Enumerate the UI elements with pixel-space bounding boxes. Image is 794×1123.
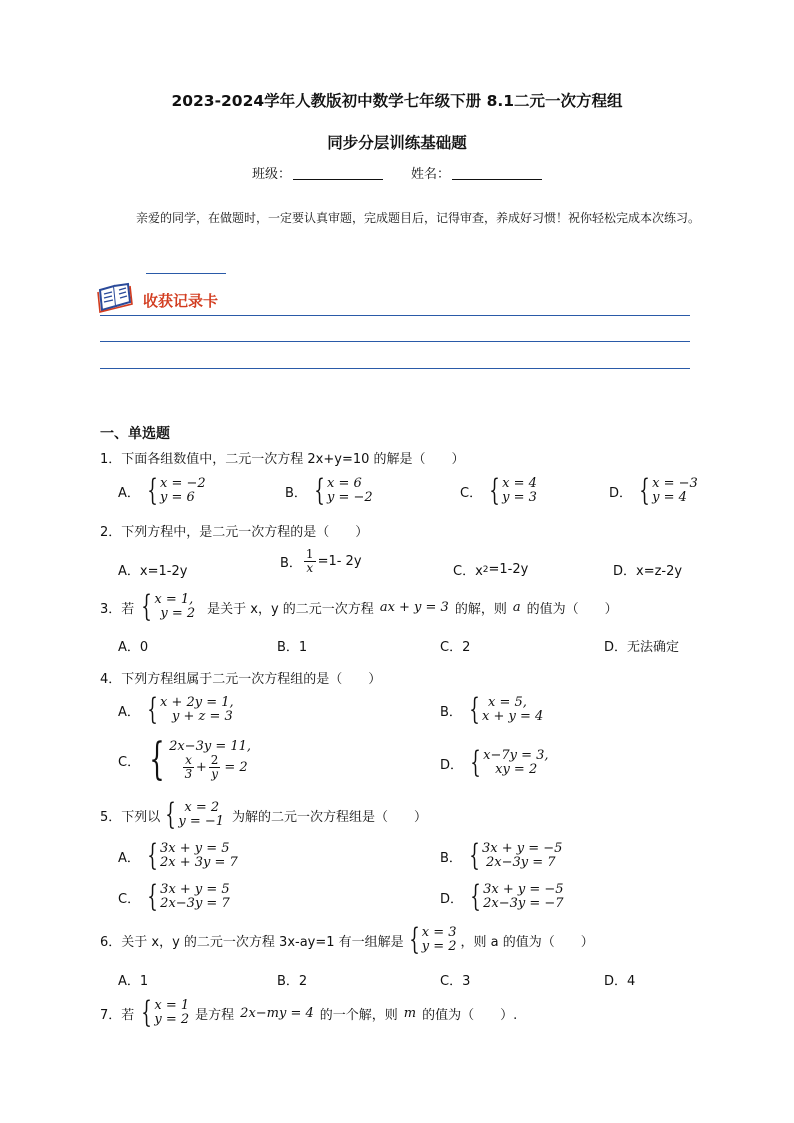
question-4-option-b: B． { x = 5, x + y = 4 (440, 692, 544, 727)
class-blank (293, 167, 383, 180)
question-1-option-c: C． { x = 4 y = 3 (460, 473, 537, 508)
name-label: 姓名： (411, 167, 451, 182)
question-4-stem: 4．下列方程组属于二元一次方程组的是（ ） (100, 672, 382, 687)
question-6-stem: 6．关于 x，y 的二元一次方程 3x-ay=1 有一组解是 { x = 3 y = 2 ，则 a 的值为（ ） (100, 922, 594, 957)
question-5-option-b: B． { 3x + y = −5 2x−3y = 7 (440, 838, 563, 873)
question-1-option-d: D． { x = −3 y = 4 (609, 473, 698, 508)
card-title: 收获记录卡 (143, 292, 219, 310)
question-3-option-a: A．0 (118, 640, 149, 655)
title-line-1: 2023-2024学年人教版初中数学七年级下册 8.1二元一次方程组 (171, 92, 623, 110)
question-5-stem: 5．下列以 { x = 2 y = −1 为解的二元一次方程组是（ ） (100, 797, 428, 832)
intro-text: 亲爱的同学，在做题时，一定要认真审题，完成题目后，记得审查，养成好习惯！祝你轻松完成本次练习。 (136, 211, 701, 225)
question-2-option-b: B． $\frac{1}{x}$ =1- 2y (280, 547, 362, 575)
question-5-option-a: A． { 3x + y = 5 2x + 3y = 7 (118, 838, 238, 873)
card-rule-2 (100, 341, 690, 342)
question-3-stem: 3．若 { x = 1, y = 2 是关于 x，y 的二元一次方程 ax + y = 3 的解，则 a 的值为（ ） (100, 589, 618, 624)
question-5-option-d: D． { 3x + y = −5 2x−3y = −7 (440, 879, 564, 914)
section-title: 一、单选题 (100, 426, 170, 442)
card-top-line (146, 273, 226, 274)
question-4-option-c: C． { 2x−3y = 11, $\frac{x}{3}$ + $\frac{2}{y}$ = 2 (118, 734, 252, 785)
question-1-stem: 1．下面各组数值中，二元一次方程 2x+y=10 的解是（ ） (100, 452, 465, 467)
question-3-option-c: C．2 (440, 640, 471, 655)
question-1-option-b: B． { x = 6 y = −2 (285, 473, 373, 508)
question-4-option-d: D． { x−7y = 3, xy = 2 (440, 745, 549, 780)
question-2-stem: 2．下列方程中，是二元一次方程的是（ ） (100, 525, 369, 540)
question-6-option-a: A．1 (118, 974, 149, 989)
name-blank (452, 167, 542, 180)
question-3-option-d: D．无法确定 (604, 640, 680, 655)
book-icon (96, 280, 136, 314)
question-2-option-a: A．x=1-2y (118, 564, 188, 579)
question-3-option-b: B．1 (277, 640, 308, 655)
question-4-option-a: A． { x + 2y = 1, y + z = 3 (118, 692, 234, 727)
question-2-option-c: C．x 2 =1-2y (453, 562, 529, 579)
question-6-option-b: B．2 (277, 974, 308, 989)
question-6-option-d: D．4 (604, 974, 636, 989)
card-rule-3 (100, 368, 690, 369)
student-info-row (0, 163, 794, 182)
class-label: 班级： (251, 167, 291, 182)
question-6-option-c: C．3 (440, 974, 471, 989)
question-7-stem: 7．若 { x = 1 y = 2 是方程 2x−my = 4 的一个解，则 m 的值为（ ）. (100, 995, 518, 1030)
card-rule-1 (100, 315, 690, 316)
question-5-option-c: C． { 3x + y = 5 2x−3y = 7 (118, 879, 230, 914)
question-2-option-d: D．x=z-2y (613, 564, 683, 579)
title-line-2: 同步分层训练基础题 (327, 134, 467, 152)
question-1-option-a: A． { x = −2 y = 6 (118, 473, 206, 508)
